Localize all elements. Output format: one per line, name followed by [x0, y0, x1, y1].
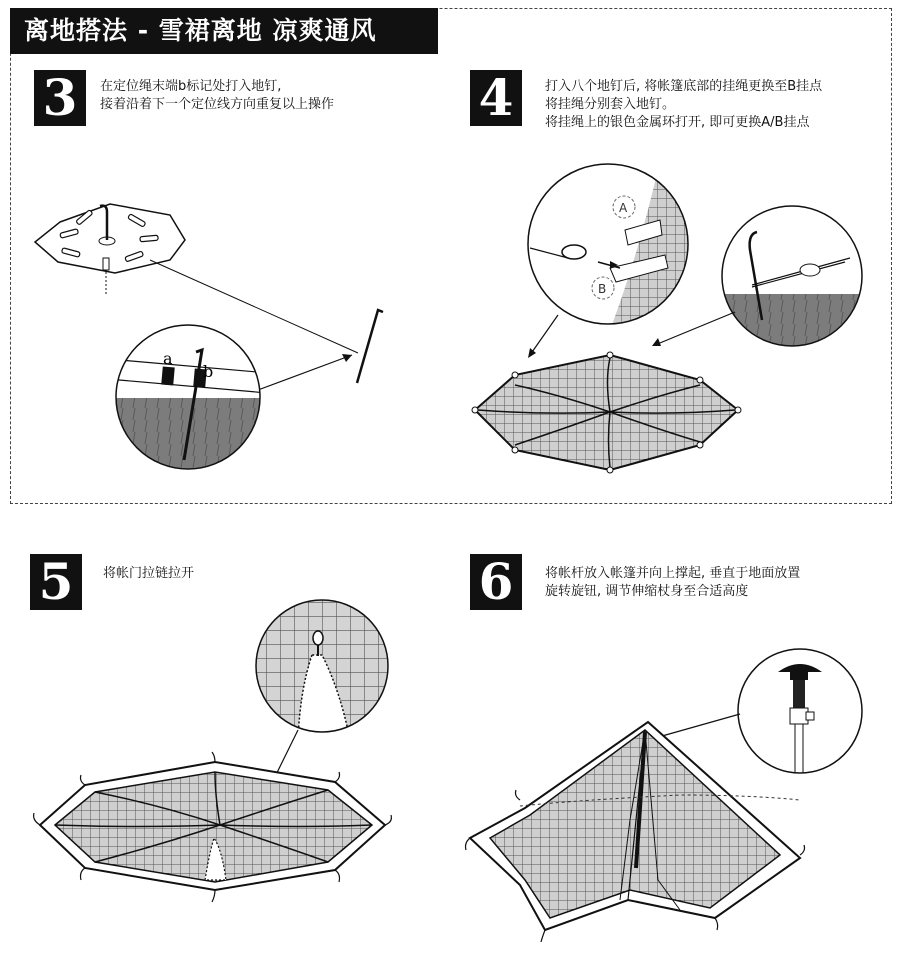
step-6-number: 6: [470, 554, 522, 610]
step-3-number: 3: [34, 70, 86, 126]
step-4-label-A: A: [619, 201, 628, 215]
step-4-number: 4: [470, 70, 522, 126]
step-3-illustration: [35, 204, 383, 478]
step-4-label-B: B: [598, 282, 607, 296]
step-3-label-b: b: [203, 362, 214, 381]
step-4-line-3: 将挂绳上的银色金属环打开, 即可更换A/B挂点: [545, 115, 810, 130]
step-6-line-2: 旋转旋钮, 调节伸缩杖身至合适高度: [545, 584, 749, 599]
step-5-line-1: 将帐门拉链拉开: [103, 566, 195, 581]
step-3-label-a: a: [163, 349, 173, 368]
step-3-detail-circle: [109, 320, 270, 478]
step-4-line-2: 将挂绳分别套入地钉。: [545, 97, 676, 112]
step-4-line-1: 打入八个地钉后, 将帐篷底部的挂绳更换至B挂点: [545, 79, 823, 94]
step-5-illustration: [34, 595, 400, 902]
step-3-line-1: 在定位绳末端b标记处打入地钉,: [100, 79, 282, 94]
step-3-line-2: 接着沿着下一个定位线方向重复以上操作: [100, 97, 335, 112]
step-6-illustration: [466, 645, 866, 942]
step-5-detail-circle: [250, 595, 400, 745]
step-3-ground-stake: [357, 310, 383, 383]
page-title: 离地搭法 - 雪裙离地 凉爽通风: [10, 8, 438, 54]
step-6-line-1: 将帐杆放入帐篷并向上撑起, 垂直于地面放置: [545, 566, 801, 581]
step-4-detail-circle-left: [520, 160, 700, 330]
step-5-number: 5: [30, 554, 82, 610]
step-6-detail-circle: [735, 645, 865, 784]
step-4-illustration: [472, 160, 865, 473]
